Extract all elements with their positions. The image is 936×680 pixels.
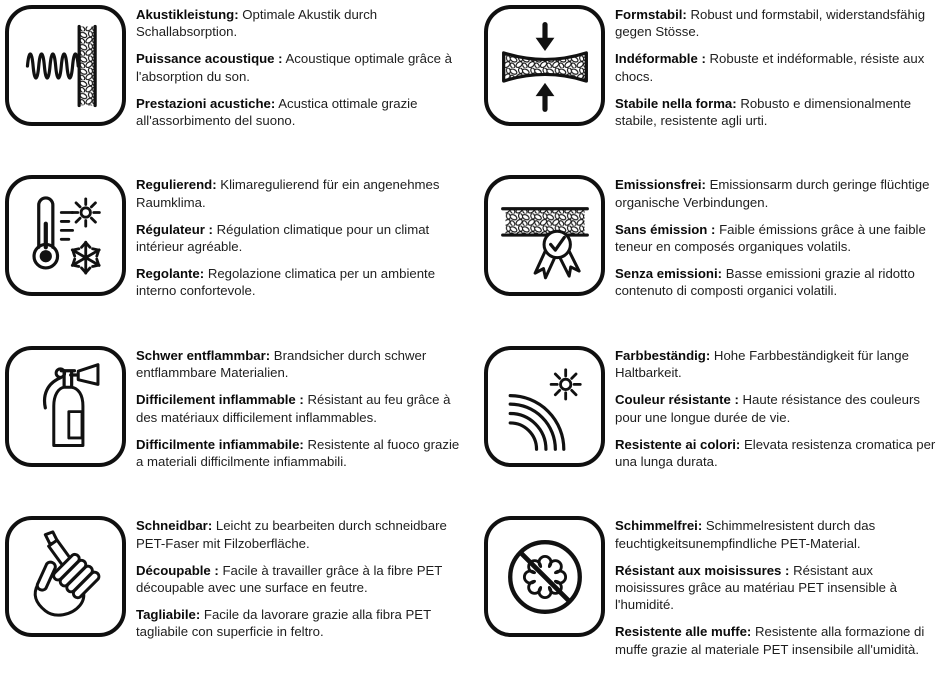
feature-label: Formstabil:	[615, 7, 687, 22]
feature-label: Puissance acoustique :	[136, 51, 283, 67]
certified-material-icon	[484, 175, 605, 296]
feature-label: Senza emissioni:	[615, 266, 723, 282]
feature-desc: Klimaregulierend für ein angenehmes Raumklima.	[136, 177, 440, 210]
feature-label: Difficilmente infiammabile:	[136, 436, 304, 452]
rainbow-sun-icon	[484, 346, 605, 467]
feature-paragraph-fr	[615, 562, 936, 614]
feature-paragraph-it	[136, 436, 462, 471]
sound-absorption-icon	[5, 5, 126, 126]
feature-desc: Résistant aux moisissures grâce au matériau PET insensible à l'humidité.	[615, 562, 897, 613]
feature-label: Resistente ai colori:	[615, 436, 741, 452]
feature-desc: Hohe Farbbeständigkeit für lange Haltbarkeit.	[615, 347, 909, 381]
compression-arrows-icon	[484, 5, 605, 126]
feature-desc: Brandsicher durch schwer entflammbare Materialien.	[136, 347, 427, 381]
feature-card-climate-regulating	[5, 175, 484, 299]
feature-label: Stabile nella forma:	[615, 95, 737, 111]
feature-text-block	[136, 346, 462, 470]
feature-label: Regulierend:	[136, 177, 217, 193]
feature-paragraph-fr	[136, 221, 462, 256]
feature-paragraph-fr	[615, 391, 936, 426]
feature-card-flame-retardant	[5, 346, 484, 470]
feature-card-emission-free	[484, 175, 936, 299]
feature-desc: Resistente alla formazione di muffe grazie al materiale PET insensibile all'umidità.	[615, 624, 925, 657]
feature-label: Tagliabile:	[136, 606, 201, 622]
feature-paragraph-it	[615, 95, 936, 130]
feature-desc: Régulation climatique pour un climat intérieur agréable.	[136, 221, 430, 255]
feature-paragraph-it	[136, 95, 462, 130]
feature-label: Resistente alle muffe:	[615, 624, 752, 640]
feature-desc: Robust und formstabil, widerstandsfähig gegen Stösse.	[615, 7, 926, 40]
feature-label: Difficilement inflammable :	[136, 392, 304, 408]
feature-label: Découpable :	[136, 562, 219, 578]
feature-card-form-stable	[484, 5, 936, 129]
feature-label: Schwer entflammbar:	[136, 347, 271, 363]
feature-desc: Schimmelresistent durch das feuchtigkeitsunempfindliche PET-Material.	[615, 518, 876, 551]
fire-extinguisher-icon	[5, 346, 126, 467]
feature-text-block	[615, 516, 936, 658]
feature-label: Farbbeständig:	[615, 347, 711, 363]
feature-text-block	[615, 175, 936, 299]
feature-label: Regolante:	[136, 266, 205, 282]
feature-paragraph-it	[615, 265, 936, 300]
feature-card-colorfast	[484, 346, 936, 470]
feature-label: Prestazioni acustiche:	[136, 95, 276, 111]
feature-paragraph-de	[615, 6, 936, 41]
feature-text-block	[136, 5, 462, 129]
feature-paragraph-it	[136, 606, 462, 641]
feature-card-acoustic-performance	[5, 5, 484, 129]
feature-paragraph-de	[136, 6, 462, 41]
feature-desc: Elevata resistenza cromatica per una lunga durata.	[615, 436, 936, 469]
feature-desc: Emissionsarm durch geringe flüchtige organische Verbindungen.	[615, 177, 930, 210]
no-mold-icon	[484, 516, 605, 637]
feature-paragraph-de	[136, 517, 462, 552]
feature-desc: Resistente al fuoco grazie a materiali difficilmente infiammabili.	[136, 436, 460, 469]
feature-paragraph-de	[136, 176, 462, 211]
feature-desc: Facile da lavorare grazie alla fibra PET tagliabile con superficie in feltro.	[136, 606, 431, 640]
feature-desc: Regolazione climatica per un ambiente interno confortevole.	[136, 266, 436, 299]
feature-desc: Acustica ottimale grazie all'assorbimento del suono.	[136, 95, 418, 129]
feature-paragraph-de	[136, 347, 462, 382]
hand-cutter-icon	[5, 516, 126, 637]
feature-text-block	[136, 516, 462, 640]
feature-label: Résistant aux moisissures :	[615, 562, 790, 578]
feature-text-block	[615, 346, 936, 470]
feature-card-cuttable	[5, 516, 484, 658]
feature-label: Couleur résistante :	[615, 392, 739, 408]
feature-paragraph-de	[615, 176, 936, 211]
feature-label: Schimmelfrei:	[615, 518, 703, 534]
feature-label: Indéformable :	[615, 51, 706, 67]
feature-label: Régulateur :	[136, 221, 213, 237]
feature-desc: Optimale Akustik durch Schallabsorption.	[136, 7, 378, 40]
feature-desc: Résistant au feu grâce à des matériaux difficilement inflammables.	[136, 392, 451, 425]
feature-label: Emissionsfrei:	[615, 177, 706, 193]
feature-paragraph-fr	[136, 562, 462, 597]
feature-desc: Robusto e dimensionalmente stabile, resistente agli urti.	[615, 95, 912, 129]
feature-desc: Facile à travailler grâce à la fibre PET découpable avec une surface en feutre.	[136, 562, 443, 596]
feature-paragraph-de	[615, 347, 936, 382]
feature-desc: Robuste et indéformable, résiste aux chocs.	[615, 51, 925, 84]
feature-paragraph-fr	[615, 50, 936, 85]
feature-label: Schneidbar:	[136, 518, 213, 534]
feature-desc: Acoustique optimale grâce à l'absorption du son.	[136, 51, 452, 84]
feature-desc: Haute résistance des couleurs pour une longue durée de vie.	[615, 392, 920, 425]
thermometer-sun-snowflake-icon	[5, 175, 126, 296]
feature-label: Akustikleistung:	[136, 7, 239, 22]
feature-paragraph-fr	[136, 391, 462, 426]
feature-paragraph-it	[136, 265, 462, 300]
feature-desc: Leicht zu bearbeiten durch schneidbare PET-Faser mit Filzoberfläche.	[136, 518, 447, 551]
feature-desc: Basse emissioni grazie al ridotto contenuto di composti organici volatili.	[615, 266, 915, 299]
feature-label: Sans émission :	[615, 221, 716, 237]
feature-paragraph-fr	[136, 50, 462, 85]
feature-paragraph-fr	[615, 221, 936, 256]
feature-card-mold-free	[484, 516, 936, 658]
feature-paragraph-it	[615, 623, 936, 658]
feature-desc: Faible émissions grâce à une faible teneur en composés organiques volatils.	[615, 221, 926, 255]
feature-text-block	[136, 175, 462, 299]
feature-text-block	[615, 5, 936, 129]
feature-paragraph-it	[615, 436, 936, 471]
feature-paragraph-de	[615, 517, 936, 552]
